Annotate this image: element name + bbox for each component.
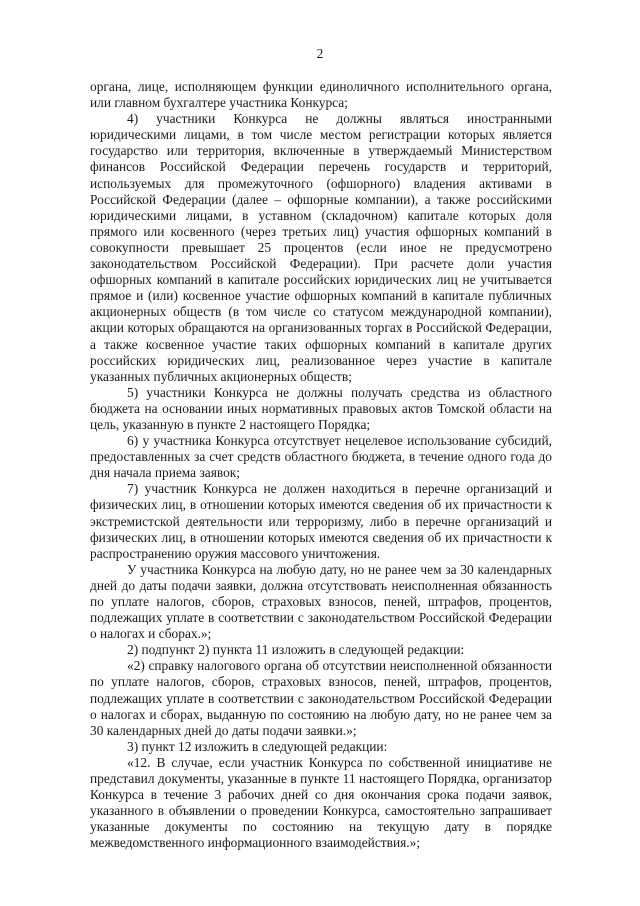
paragraph-item-6: 6) у участника Конкурса отсутствует нецелевое использование субсидий, предоставленных за счет средств областного бюджета, в течение одного года до дня начала приема заявок; <box>90 433 552 481</box>
document-body <box>90 79 552 852</box>
paragraph-item-4: 4) участники Конкурса не должны являться иностранными юридическими лицами, в том числе местом регистрации которых является государство или территория, включенные в утверждаемый Министерством финансов Российской Федерации перечень государств и территорий, используемых для промежуточного (офшорного) владения активами в Российской Федерации (далее – офшорные компании), а также российскими юридическими лицами, в уставном (складочном) капитале которых доля прямого или косвенного (через третьих лиц) участия офшорных компаний в совокупности превышает 25 процентов (если иное не предусмотрено законодательством Российской Федерации). При расчете доли участия офшорных компаний в капитале российских юридических лиц не учитывается прямое и (или) косвенное участие офшорных компаний в капитале публичных акционерных обществ (в том числе со статусом международной компании), акции которых обращаются на организованных торгах в Российской Федерации, а также косвенное участие таких офшорных компаний в капитале других российских юридических лиц, реализованное через участие в капитале указанных публичных акционерных обществ; <box>90 111 552 384</box>
paragraph-amendment-2: 2) подпункт 2) пункта 11 изложить в следующей редакции: <box>127 642 465 658</box>
paragraph-amendment-3: 3) пункт 12 изложить в следующей редакции: <box>127 738 388 754</box>
paragraph-item-5: 5) участники Конкурса не должны получать средства из областного бюджета на основании иных нормативных правовых актов Томской области на цель, указанную в пункте 2 настоящего Порядка; <box>90 384 552 432</box>
paragraph-item-7: 7) участник Конкурса не должен находиться в перечне организаций и физических лиц, в отношении которых имеются сведения об их причастности к экстремистской деятельности или терроризму, либо в перечне организаций и физических лиц, в отношении которых имеются сведения об их причастности к распространению оружия массового уничтожения. <box>90 481 552 561</box>
paragraph-amendment-3-text: «12. В случае, если участник Конкурса по собственной инициативе не представил документы, указанные в пункте 11 настоящего Порядка, организатор Конкурса в течение 3 рабочих дней со дня окончания срока подачи заявок, указанного в объявлении о проведении Конкурса, самостоятельно запрашивает указанные документы по состоянию на текущую дату в порядке межведомственного информационного взаимодействия.»; <box>90 754 552 851</box>
paragraph-tax-requirement: У участника Конкурса на любую дату, но не ранее чем за 30 календарных дней до даты подачи заявки, должна отсутствовать неисполненная обязанность по уплате налогов, сборов, страховых взносов, пеней, штрафов, процентов, подлежащих уплате в соответствии с законодательством Российской Федерации о налогах и сборах.»; <box>90 561 552 642</box>
paragraph-amendment-2-text: «2) справку налогового органа об отсутствии неисполненной обязанности по уплате налогов, сборов, страховых взносов, пеней, штрафов, процентов, подлежащих уплате в соответствии с законодательством Российской Федерации о налогах и сборах, выданную по состоянию на любую дату, но не ранее чем за 30 календарных дней до даты подачи заявки.»; <box>90 658 552 738</box>
page-number: 2 <box>316 46 324 61</box>
paragraph-continuation: органа, лице, исполняющем функции единоличного исполнительного органа, или главном бухгалтере участника Конкурса; <box>90 79 552 111</box>
